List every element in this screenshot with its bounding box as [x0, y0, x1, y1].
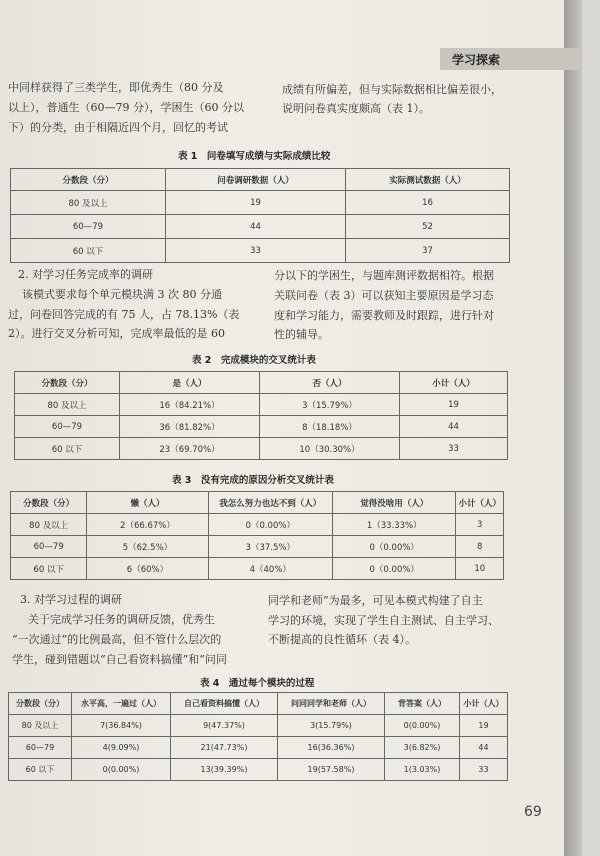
table2-cell: 19	[400, 394, 508, 416]
section2-right-line-4: 性的辅导。	[274, 328, 329, 341]
table1-cell: 44	[166, 215, 346, 239]
table3-header: 分数段（分）	[11, 492, 87, 514]
table2-cell: 36（81.82%）	[120, 416, 260, 438]
table3-cell: 10	[456, 558, 504, 580]
table1-cell: 33	[166, 239, 346, 263]
table2-header: 小计（人）	[400, 372, 508, 394]
table2-cell: 8（18.18%）	[260, 416, 400, 438]
section3-right-line-1: 同学和老师”为最多，可见本模式构建了自主	[268, 594, 483, 607]
table4-cell: 44	[460, 737, 508, 759]
table2-header: 是（人）	[120, 372, 260, 394]
table1-cell: 60—79	[11, 215, 166, 239]
table3-cell: 60—79	[11, 536, 87, 558]
table4-header: 水平高，一遍过（人）	[72, 693, 171, 715]
table3-header: 小计（人）	[456, 492, 504, 514]
table3	[10, 491, 504, 580]
table4-cell: 80 及以上	[9, 715, 72, 737]
section2-right-line-1: 分以下的学困生，与题库测评数据相符。根据	[274, 269, 494, 282]
table3-cell: 4（40%）	[208, 558, 332, 580]
table4	[8, 692, 508, 781]
section3-right-line-3: 不断提高的良性循环（表 4）。	[268, 633, 416, 646]
table2-cell: 23（69.70%）	[120, 438, 260, 460]
table3-cell: 3	[456, 514, 504, 536]
intro-left-line-1: 中同样获得了三类学生，即优秀生（80 分及	[8, 81, 224, 94]
table3-cell: 0（0.00%）	[332, 558, 456, 580]
table4-cell: 19(57.58%)	[278, 759, 385, 781]
page-number: 69	[524, 804, 542, 820]
table4-cell: 13(39.39%)	[171, 759, 278, 781]
table1-cell: 60 以下	[11, 239, 166, 263]
table1-cell: 80 及以上	[11, 191, 166, 215]
table2-cell: 16（84.21%）	[120, 394, 260, 416]
table3-caption: 表 3 没有完成的原因分析交叉统计表	[172, 475, 334, 486]
table2-cell: 80 及以上	[15, 394, 120, 416]
table4-header: 问同同学和老师（人）	[278, 693, 385, 715]
table3-cell: 8	[456, 536, 504, 558]
table1-header: 问卷调研数据（人）	[166, 169, 346, 191]
page-edge	[564, 0, 582, 856]
table3-cell: 2（66.67%）	[87, 514, 208, 536]
table3-cell: 3（37.5%）	[208, 536, 332, 558]
table1-cell: 16	[346, 191, 510, 215]
table4-cell: 0(0.00%)	[385, 715, 460, 737]
table2	[14, 371, 508, 460]
section2-left-line-1: 该模式要求每个单元模块满 3 次 80 分通	[22, 288, 222, 301]
section2-heading: 2. 对学习任务完成率的调研	[18, 268, 153, 281]
table2-cell: 33	[400, 438, 508, 460]
section2-left-line-3: 2）。进行交叉分析可知，完成率最低的是 60	[8, 327, 225, 340]
table2-cell: 3（15.79%）	[260, 394, 400, 416]
table1-caption: 表 1 问卷填写成绩与实际成绩比较	[178, 151, 331, 162]
intro-right-line-2: 说明问卷真实度颇高（表 1）。	[282, 102, 430, 115]
intro-right-line-1: 成绩有所偏差，但与实际数据相比偏差很小，	[282, 83, 502, 96]
intro-left-line-2: 以上），普通生（60—79 分），学困生（60 分以	[8, 101, 244, 114]
table3-cell: 5（62.5%）	[87, 536, 208, 558]
section3-left-line-3: 学生，碰到错题以“自己看资料搞懂”和“问同	[12, 653, 227, 666]
intro-left-line-3: 下）的分类，由于相隔近四个月，回忆的考试	[8, 121, 228, 134]
table3-header: 懒（人）	[87, 492, 208, 514]
section3-left-line-2: “一次通过”的比例最高，但不管什么层次的	[12, 633, 222, 646]
table3-cell: 0（0.00%）	[332, 536, 456, 558]
table4-cell: 1(3.03%)	[385, 759, 460, 781]
table4-cell: 16(36.36%)	[278, 737, 385, 759]
section2-right-line-2: 关联问卷（表 3）可以获知主要原因是学习态	[274, 289, 494, 302]
table1-header: 实际测试数据（人）	[346, 169, 510, 191]
table2-header: 否（人）	[260, 372, 400, 394]
table3-cell: 60 以下	[11, 558, 87, 580]
table4-cell: 9(47.37%)	[171, 715, 278, 737]
section3-right-line-2: 学习的环境，实现了学生自主测试、自主学习、	[268, 614, 499, 627]
table1-cell: 19	[166, 191, 346, 215]
section3-left-line-1: 关于完成学习任务的调研反馈，优秀生	[28, 613, 215, 626]
table2-cell: 10（30.30%）	[260, 438, 400, 460]
table1	[10, 168, 510, 263]
table4-cell: 3(15.79%)	[278, 715, 385, 737]
table4-cell: 60—79	[9, 737, 72, 759]
table4-cell: 0(0.00%)	[72, 759, 171, 781]
table2-cell: 60—79	[15, 416, 120, 438]
table4-cell: 60 以下	[9, 759, 72, 781]
table4-header: 分数段（分）	[9, 693, 72, 715]
table4-cell: 7(36.84%)	[72, 715, 171, 737]
section2-left-line-2: 过，问卷回答完成的有 75 人，占 78.13%（表	[8, 308, 240, 321]
table2-caption: 表 2 完成模块的交叉统计表	[192, 355, 316, 366]
table2-header: 分数段（分）	[15, 372, 120, 394]
table4-cell: 19	[460, 715, 508, 737]
table1-header: 分数段（分）	[11, 169, 166, 191]
section2-right-line-3: 度和学习能力，需要教师及时跟踪，进行针对	[274, 309, 494, 322]
table2-cell: 60 以下	[15, 438, 120, 460]
table1-cell: 52	[346, 215, 510, 239]
table4-header: 背答案（人）	[385, 693, 460, 715]
table4-caption: 表 4 通过每个模块的过程	[200, 678, 315, 689]
table4-cell: 3(6.82%)	[385, 737, 460, 759]
table3-cell: 80 及以上	[11, 514, 87, 536]
section3-heading: 3. 对学习过程的调研	[20, 593, 122, 606]
table4-cell: 21(47.73%)	[171, 737, 278, 759]
table3-cell: 0（0.00%）	[208, 514, 332, 536]
table3-cell: 6（60%）	[87, 558, 208, 580]
table4-header: 自己看资料搞懂（人）	[171, 693, 278, 715]
header-title: 学习探索	[452, 53, 501, 67]
table2-cell: 44	[400, 416, 508, 438]
table4-cell: 33	[460, 759, 508, 781]
table3-header: 我怎么努力也达不到（人）	[208, 492, 332, 514]
table3-header: 觉得没啥用（人）	[332, 492, 456, 514]
table4-header: 小计（人）	[460, 693, 508, 715]
table3-cell: 1（33.33%）	[332, 514, 456, 536]
table1-cell: 37	[346, 239, 510, 263]
table4-cell: 4(9.09%)	[72, 737, 171, 759]
